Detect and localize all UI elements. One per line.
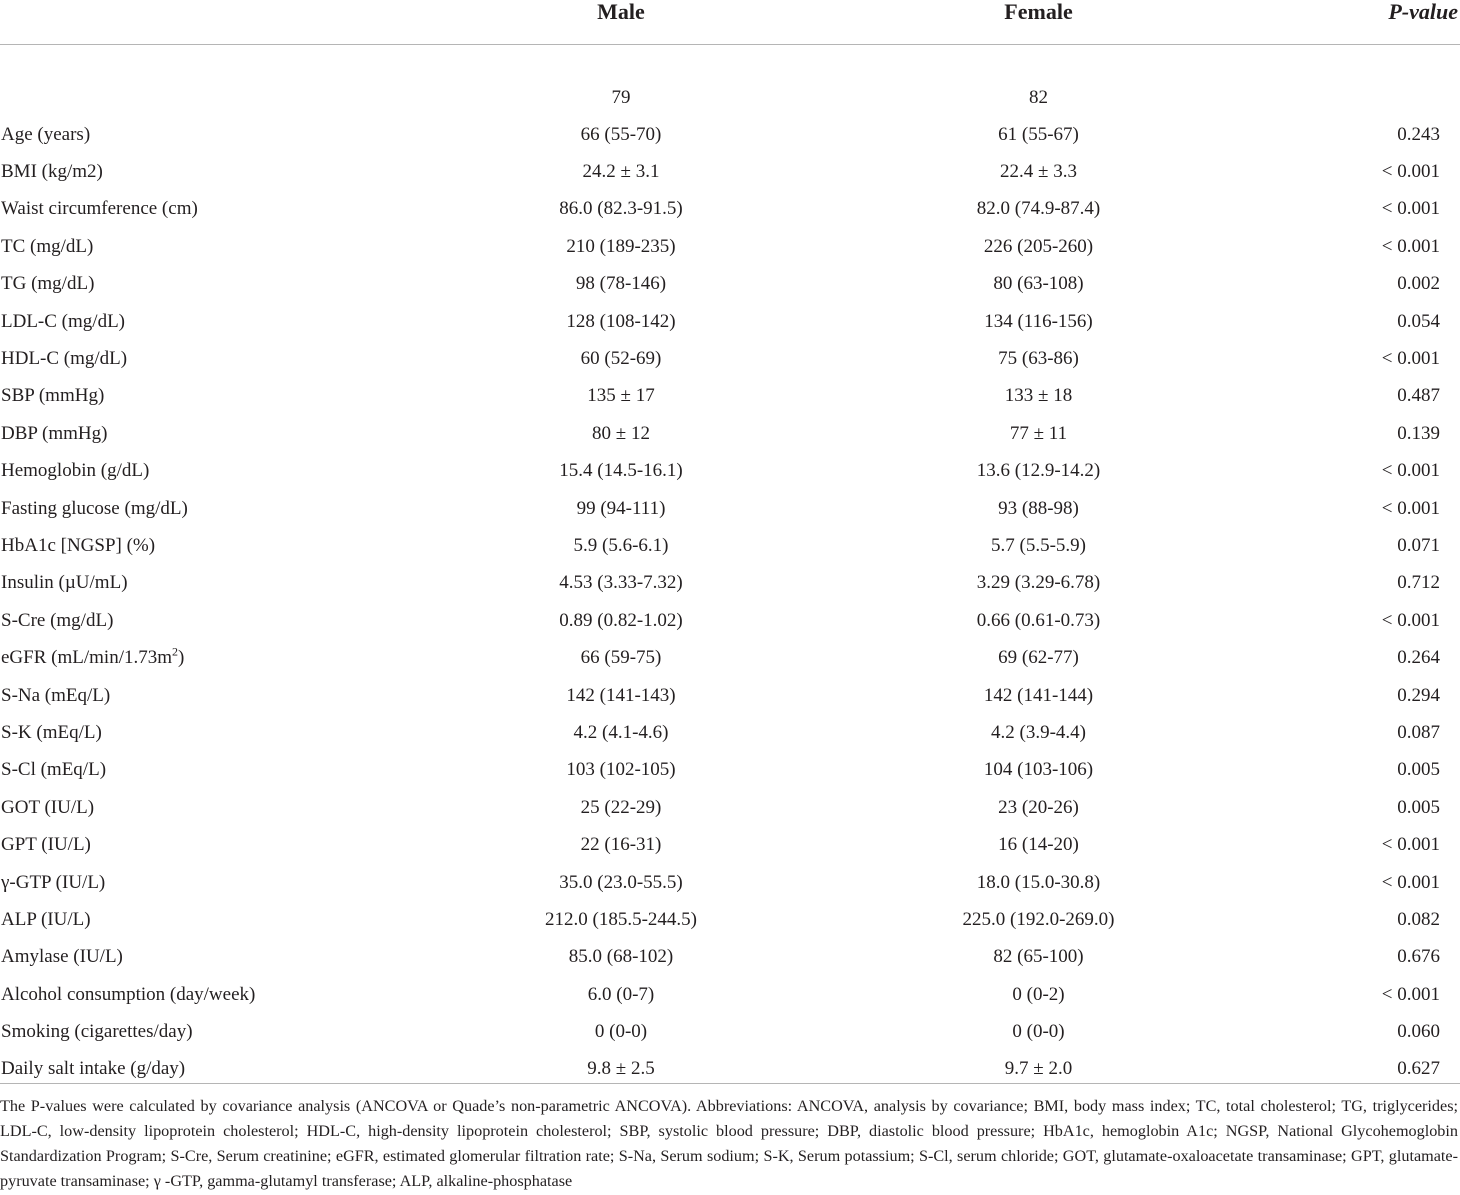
table-row — [0, 490, 1460, 527]
row-male-value: 15.4 (14.5-16.1) — [559, 460, 683, 482]
row-label-text: S-Cre (mg/dL) — [1, 609, 114, 631]
table-row — [0, 864, 1460, 901]
row-male-value: 24.2 ± 3.1 — [582, 161, 660, 183]
row-male-value: 22 (16-31) — [580, 834, 662, 856]
row-label-text: Hemoglobin (g/dL) — [1, 460, 150, 482]
row-label — [0, 789, 380, 826]
row-p-value: < 0.001 — [1381, 161, 1440, 183]
row-female-value: 82.0 (74.9-87.4) — [976, 198, 1101, 220]
header-row — [0, 0, 1460, 45]
row-male-value: 4.2 (4.1-4.6) — [573, 721, 669, 743]
table-row — [0, 453, 1460, 490]
row-female-value: 9.7 ± 2.0 — [1004, 1058, 1073, 1080]
row-label — [0, 266, 380, 303]
row-label-text: TC (mg/dL) — [1, 235, 94, 257]
row-female-value: 16 (14-20) — [998, 834, 1079, 856]
table-row — [0, 1013, 1460, 1050]
row-female-value: 69 (62-77) — [998, 647, 1079, 669]
header-female: Female — [860, 0, 1217, 45]
row-p-value — [1217, 45, 1460, 117]
row-male-value: 135 ± 17 — [587, 385, 655, 407]
row-label-text: Alcohol consumption (day/week) — [1, 983, 256, 1005]
header-male: Male — [380, 0, 860, 45]
row-female-value: 77 ± 11 — [1009, 422, 1068, 444]
row-label — [0, 116, 380, 153]
row-female-value: 23 (20-26) — [998, 796, 1079, 818]
row-p-value: 0.139 — [1397, 422, 1440, 444]
row-male-value: 0 (0-0) — [594, 1021, 648, 1043]
row-label — [0, 864, 380, 901]
row-p-value: 0.082 — [1397, 908, 1440, 930]
row-male-value: 86.0 (82.3-91.5) — [559, 198, 683, 220]
row-female-value: 93 (88-98) — [998, 497, 1079, 519]
row-female-value: 0 (0-0) — [1012, 1021, 1065, 1043]
row-female-value: 226 (205-260) — [983, 235, 1094, 257]
table-row — [0, 939, 1460, 976]
table-row — [0, 677, 1460, 714]
row-label — [0, 45, 380, 117]
row-female-value: 82 — [1029, 87, 1048, 108]
table-row — [0, 976, 1460, 1013]
row-p-value: < 0.001 — [1381, 834, 1440, 856]
row-male-value: 85.0 (68-102) — [568, 946, 674, 968]
row-label-text: GOT (IU/L) — [1, 796, 95, 818]
row-male-value: 35.0 (23.0-55.5) — [559, 871, 683, 893]
row-label — [0, 901, 380, 938]
row-label — [0, 303, 380, 340]
table-row — [0, 116, 1460, 153]
row-p-value: 0.627 — [1397, 1058, 1440, 1080]
row-label — [0, 490, 380, 527]
table-row — [0, 266, 1460, 303]
row-male-value: 6.0 (0-7) — [587, 983, 655, 1005]
table-row — [0, 901, 1460, 938]
header-p-value — [1217, 0, 1460, 45]
row-female-value: 82 (65-100) — [993, 946, 1084, 968]
row-male-value: 98 (78-146) — [575, 273, 667, 295]
row-p-value: < 0.001 — [1381, 983, 1440, 1005]
row-p-value: 0.712 — [1397, 572, 1440, 594]
row-label-text: BMI (kg/m2) — [1, 161, 103, 183]
row-label-text: SBP (mmHg) — [1, 385, 105, 407]
row-male-value: 80 ± 12 — [592, 422, 650, 444]
row-female-value: 104 (103-106) — [983, 759, 1094, 781]
row-label-text: Daily salt intake (g/day) — [1, 1058, 186, 1080]
table-row — [0, 789, 1460, 826]
header-label — [0, 0, 380, 45]
table-row — [0, 752, 1460, 789]
row-p-value: 0.264 — [1397, 647, 1440, 669]
row-label-text: Waist circumference (cm) — [1, 198, 198, 220]
table-row-count — [0, 45, 1460, 117]
row-label — [0, 602, 380, 639]
row-label-text: HDL-C (mg/dL) — [1, 348, 128, 370]
row-label — [0, 677, 380, 714]
row-female-value: 133 ± 18 — [1004, 385, 1073, 407]
row-p-value: < 0.001 — [1381, 497, 1440, 519]
row-label-text: Fasting glucose (mg/dL) — [1, 497, 188, 519]
row-p-value: 0.294 — [1397, 684, 1440, 706]
row-label — [0, 565, 380, 602]
row-label-text: TG (mg/dL) — [1, 273, 95, 295]
row-label-text: S-Cl (mEq/L) — [1, 759, 107, 781]
row-label-text: eGFR (mL/min/1.73m — [1, 647, 172, 669]
row-male-value: 25 (22-29) — [580, 796, 662, 818]
row-p-value: 0.054 — [1397, 310, 1440, 332]
table-row — [0, 527, 1460, 564]
row-p-value: 0.071 — [1397, 534, 1440, 556]
row-male-value: 60 (52-69) — [580, 348, 662, 370]
row-p-value: 0.005 — [1397, 796, 1440, 818]
row-male-value: 128 (108-142) — [566, 310, 676, 332]
table-row — [0, 228, 1460, 265]
table-row — [0, 826, 1460, 863]
row-label-text: S-K (mEq/L) — [1, 721, 102, 743]
row-label-text: Insulin (µU/mL) — [1, 572, 128, 594]
row-label — [0, 228, 380, 265]
row-male-value: 66 (59-75) — [580, 647, 662, 669]
row-male-value: 66 (55-70) — [580, 123, 662, 145]
table-body — [0, 45, 1460, 1089]
row-female-value: 4.2 (3.9-4.4) — [991, 721, 1086, 743]
table-row — [0, 303, 1460, 340]
row-label — [0, 191, 380, 228]
row-male-value: 142 (141-143) — [566, 684, 676, 706]
row-p-value: 0.243 — [1397, 123, 1440, 145]
row-label — [0, 340, 380, 377]
row-female-value: 134 (116-156) — [984, 310, 1093, 332]
row-female-value: 142 (141-144) — [983, 684, 1094, 706]
row-female-value: 5.7 (5.5-5.9) — [991, 534, 1086, 556]
row-label — [0, 752, 380, 789]
row-label — [0, 939, 380, 976]
table-row — [0, 191, 1460, 228]
row-label-text: HbA1c [NGSP] (%) — [1, 534, 156, 556]
row-female-value: 75 (63-86) — [998, 348, 1079, 370]
row-male-value: 9.8 ± 2.5 — [587, 1058, 655, 1080]
row-p-value: < 0.001 — [1381, 348, 1440, 370]
row-male-value: 0.89 (0.82-1.02) — [559, 609, 683, 631]
row-p-value: < 0.001 — [1381, 460, 1440, 482]
row-p-value: < 0.001 — [1381, 609, 1440, 631]
row-p-value: 0.005 — [1397, 759, 1440, 781]
table-row — [0, 340, 1460, 377]
row-label — [0, 453, 380, 490]
row-female-value: 3.29 (3.29-6.78) — [976, 572, 1101, 594]
table-row — [0, 378, 1460, 415]
row-female-value: 18.0 (15.0-30.8) — [976, 871, 1101, 893]
table-footnote: The P-values were calculated by covariance analysis (ANCOVA or Quade’s non-parametric ANCOVA). Abbreviations: ANCOVA, analysis by covariance; BMI, body mass index; TC, total cholesterol; TG, triglycerides; LDL-C, low-density lipoprotein cholesterol; HDL-C, high-density lipoprotein cholesterol; SBP, systolic blood pressure; DBP, diastolic blood pressure; HbA1c, hemoglobin A1c; NGSP, National Glycohemoglobin Standardization Program; S-Cre, Serum creatinine; eGFR, estimated glomerular filtration rate; S-Na, Serum sodium; S-K, Serum potassium; S-Cl, serum chloride; GOT, glutamate-oxaloacetate transaminase; GPT, glutamate-pyruvate transaminase; γ -GTP, gamma-glutamyl transferase; ALP, alkaline-phosphatase — [0, 1083, 1460, 1194]
row-p-value: 0.060 — [1397, 1021, 1440, 1043]
row-female-value: 13.6 (12.9-14.2) — [976, 460, 1101, 482]
row-male-value: 5.9 (5.6-6.1) — [573, 534, 669, 556]
row-p-value: < 0.001 — [1381, 871, 1440, 893]
row-male-value: 210 (189-235) — [566, 235, 676, 257]
row-label-suffix: ) — [178, 647, 185, 669]
row-label-text: Age (years) — [1, 123, 91, 145]
table-row — [0, 602, 1460, 639]
table-row — [0, 639, 1460, 676]
row-label — [0, 639, 380, 676]
row-female-value: 225.0 (192.0-269.0) — [962, 908, 1115, 930]
row-label — [0, 415, 380, 452]
row-female-value: 61 (55-67) — [998, 123, 1079, 145]
table-row — [0, 153, 1460, 190]
row-label-text: Amylase (IU/L) — [1, 946, 123, 968]
table-row — [0, 565, 1460, 602]
row-label — [0, 153, 380, 190]
row-male-value: 99 (94-111) — [576, 497, 666, 519]
row-label — [0, 826, 380, 863]
row-female-value: 0.66 (0.61-0.73) — [976, 609, 1101, 631]
row-label-text: GPT (IU/L) — [1, 834, 91, 856]
row-label — [0, 527, 380, 564]
row-label-text: S-Na (mEq/L) — [1, 684, 111, 706]
row-female-value: 80 (63-108) — [993, 273, 1084, 295]
row-p-value: < 0.001 — [1381, 235, 1440, 257]
row-p-value: 0.676 — [1397, 946, 1440, 968]
row-label-text: LDL-C (mg/dL) — [1, 310, 126, 332]
table-row — [0, 714, 1460, 751]
row-p-value: 0.002 — [1397, 273, 1440, 295]
row-label-superscript: 2 — [172, 644, 178, 659]
table-header — [0, 0, 1460, 45]
row-p-value: 0.487 — [1397, 385, 1440, 407]
row-male-value: 212.0 (185.5-244.5) — [545, 908, 697, 930]
row-label-text: ALP (IU/L) — [1, 908, 91, 930]
row-label-text: γ-GTP (IU/L) — [1, 871, 106, 893]
row-label — [0, 1013, 380, 1050]
row-label — [0, 714, 380, 751]
row-p-value: < 0.001 — [1381, 198, 1440, 220]
row-p-value: 0.087 — [1397, 721, 1440, 743]
row-label — [0, 378, 380, 415]
row-label — [0, 976, 380, 1013]
row-label-text: DBP (mmHg) — [1, 422, 108, 444]
row-male-value: 103 (102-105) — [566, 759, 676, 781]
row-female-value: 22.4 ± 3.3 — [1000, 161, 1077, 183]
row-male-value: 4.53 (3.33-7.32) — [559, 572, 683, 594]
row-male-value: 79 — [611, 87, 631, 108]
table-row — [0, 415, 1460, 452]
row-label-text: Smoking (cigarettes/day) — [1, 1021, 193, 1043]
row-female-value: 0 (0-2) — [1012, 983, 1065, 1005]
header-p-value-text: P-value — [1388, 0, 1458, 24]
